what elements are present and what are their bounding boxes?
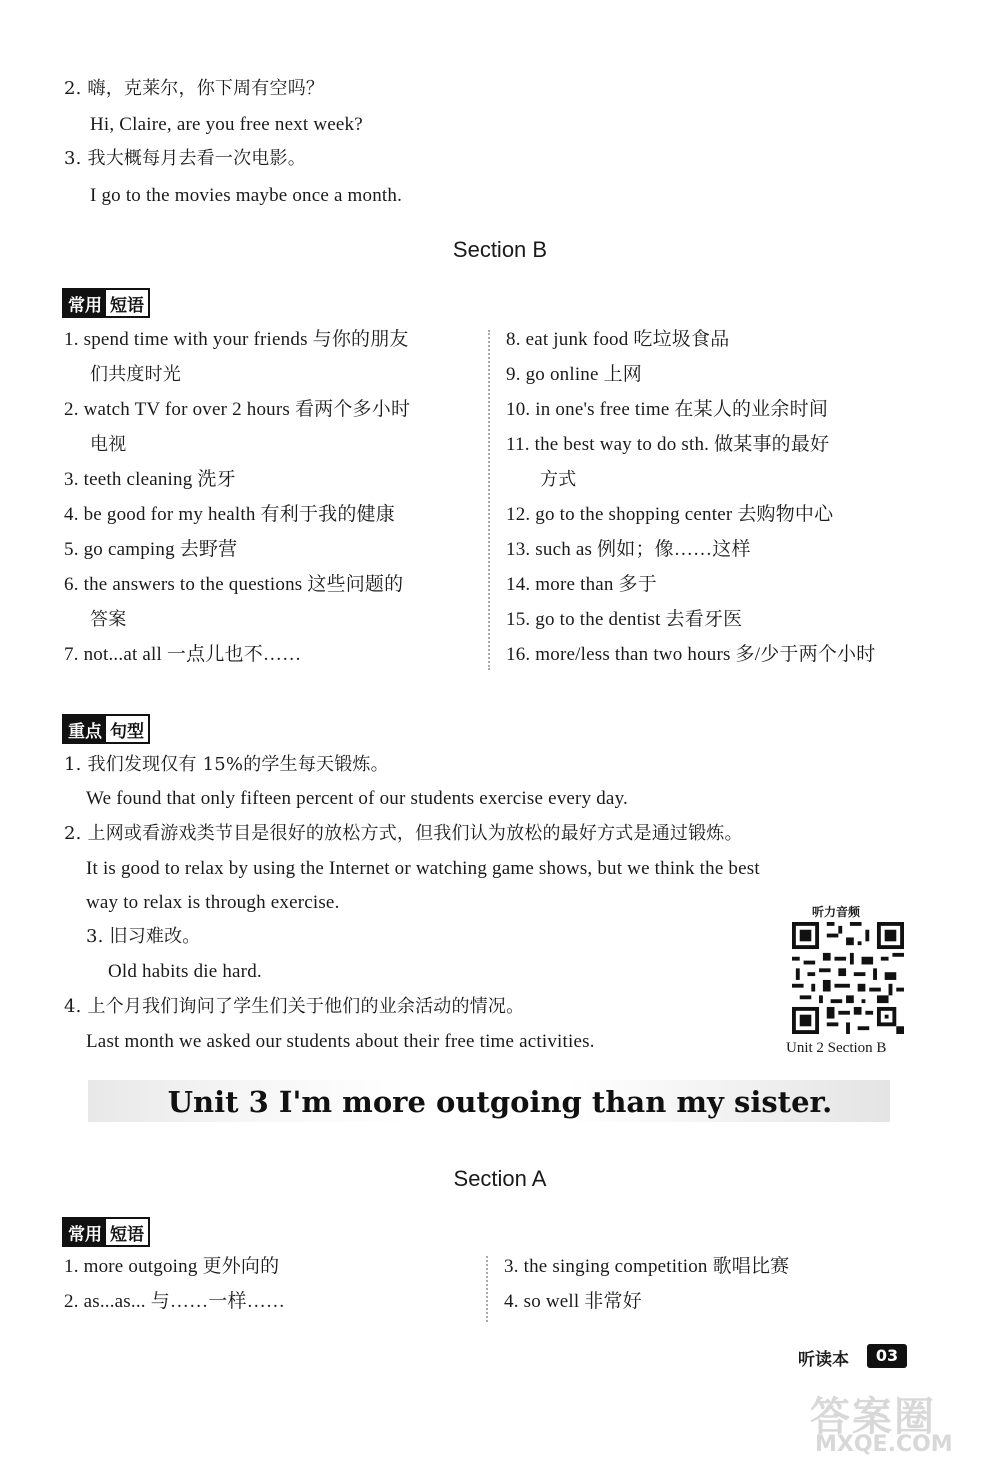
tag-part-b: 短语 [106, 1219, 148, 1245]
phrase-item: 方式 [540, 469, 577, 490]
sentence-zh: 2. 上网或看游戏类节目是很好的放松方式，但我们认为放松的最好方式是通过锻炼。 [64, 823, 743, 844]
sentence-zh: 3. 我大概每月去看一次电影。 [64, 148, 306, 169]
sentence-en: It is good to relax by using the Internet or watching game shows, but we think the best [86, 858, 760, 879]
tag-part-b: 短语 [106, 290, 148, 316]
section-heading: Section B [452, 237, 548, 262]
watermark: 答案圈 [810, 1394, 936, 1440]
phrase-item: 们共度时光 [90, 364, 181, 385]
phrase-item: 14. more than 多于 [506, 574, 657, 595]
phrase-item: 3. the singing competition 歌唱比赛 [504, 1256, 790, 1277]
phrase-item: 2. as...as... 与……一样…… [64, 1291, 286, 1312]
sentence-zh: 2. 嗨，克莱尔，你下周有空吗？ [64, 78, 325, 99]
phrase-item: 16. more/less than two hours 多/少于两个小时 [506, 644, 876, 665]
phrase-item: 3. teeth cleaning 洗牙 [64, 469, 236, 490]
watermark-url: MXQE.COM [815, 1432, 953, 1457]
phrase-item: 7. not...at all 一点儿也不…… [64, 644, 302, 665]
sentences-tag [62, 714, 150, 744]
qr-code-icon[interactable] [792, 922, 904, 1034]
sentence-en: Hi, Claire, are you free next week? [90, 114, 363, 135]
phrase-item: 4. be good for my health 有利于我的健康 [64, 504, 395, 525]
sentence-en: way to relax is through exercise. [86, 892, 340, 913]
section-heading: Section A [453, 1166, 547, 1191]
sentence-en: I go to the movies maybe once a month. [90, 185, 403, 206]
sentence-zh: 3. 旧习难改。 [86, 926, 201, 947]
phrase-item: 答案 [90, 609, 127, 630]
sentence-en: Last month we asked our students about their free time activities. [86, 1031, 595, 1052]
column-divider [486, 1256, 488, 1322]
sentence-en: We found that only fifteen percent of our students exercise every day. [86, 788, 628, 809]
tag-part-a: 常用 [64, 290, 106, 316]
sentence-en: Old habits die hard. [108, 961, 262, 982]
phrase-item: 13. such as 例如；像……这样 [506, 539, 751, 560]
tag-part-a: 常用 [64, 1219, 106, 1245]
qr-caption: Unit 2 Section B [786, 1040, 887, 1056]
phrase-item: 15. go to the dentist 去看牙医 [506, 609, 743, 630]
phrase-item: 11. the best way to do sth. 做某事的最好 [506, 434, 830, 455]
phrase-item: 10. in one's free time 在某人的业余时间 [506, 399, 829, 420]
sentence-zh: 4. 上个月我们询问了学生们关于他们的业余活动的情况。 [64, 996, 525, 1017]
phrase-item: 8. eat junk food 吃垃圾食品 [506, 329, 730, 350]
phrase-item: 6. the answers to the questions 这些问题的 [64, 574, 404, 595]
footer-label: 听读本 [798, 1350, 849, 1370]
phrase-item: 12. go to the shopping center 去购物中心 [506, 504, 834, 525]
phrase-item: 电视 [90, 434, 127, 455]
sentence-zh: 1. 我们发现仅有 15%的学生每天锻炼。 [64, 754, 389, 775]
phrase-item: 1. spend time with your friends 与你的朋友 [64, 329, 409, 350]
column-divider [488, 330, 490, 670]
phrase-item: 9. go online 上网 [506, 364, 642, 385]
tag-part-a: 重点 [64, 716, 106, 742]
phrase-item: 2. watch TV for over 2 hours 看两个多小时 [64, 399, 411, 420]
phrases-tag [62, 1217, 150, 1247]
unit-title: Unit 3 I'm more outgoing than my sister. [167, 1085, 833, 1119]
tag-part-b: 句型 [106, 716, 148, 742]
phrase-item: 1. more outgoing 更外向的 [64, 1256, 280, 1277]
phrase-item: 4. so well 非常好 [504, 1291, 642, 1312]
phrase-item: 5. go camping 去野营 [64, 539, 238, 560]
qr-label: 听力音频 [812, 905, 861, 919]
phrases-tag [62, 288, 150, 318]
page-number: 03 [867, 1344, 907, 1368]
